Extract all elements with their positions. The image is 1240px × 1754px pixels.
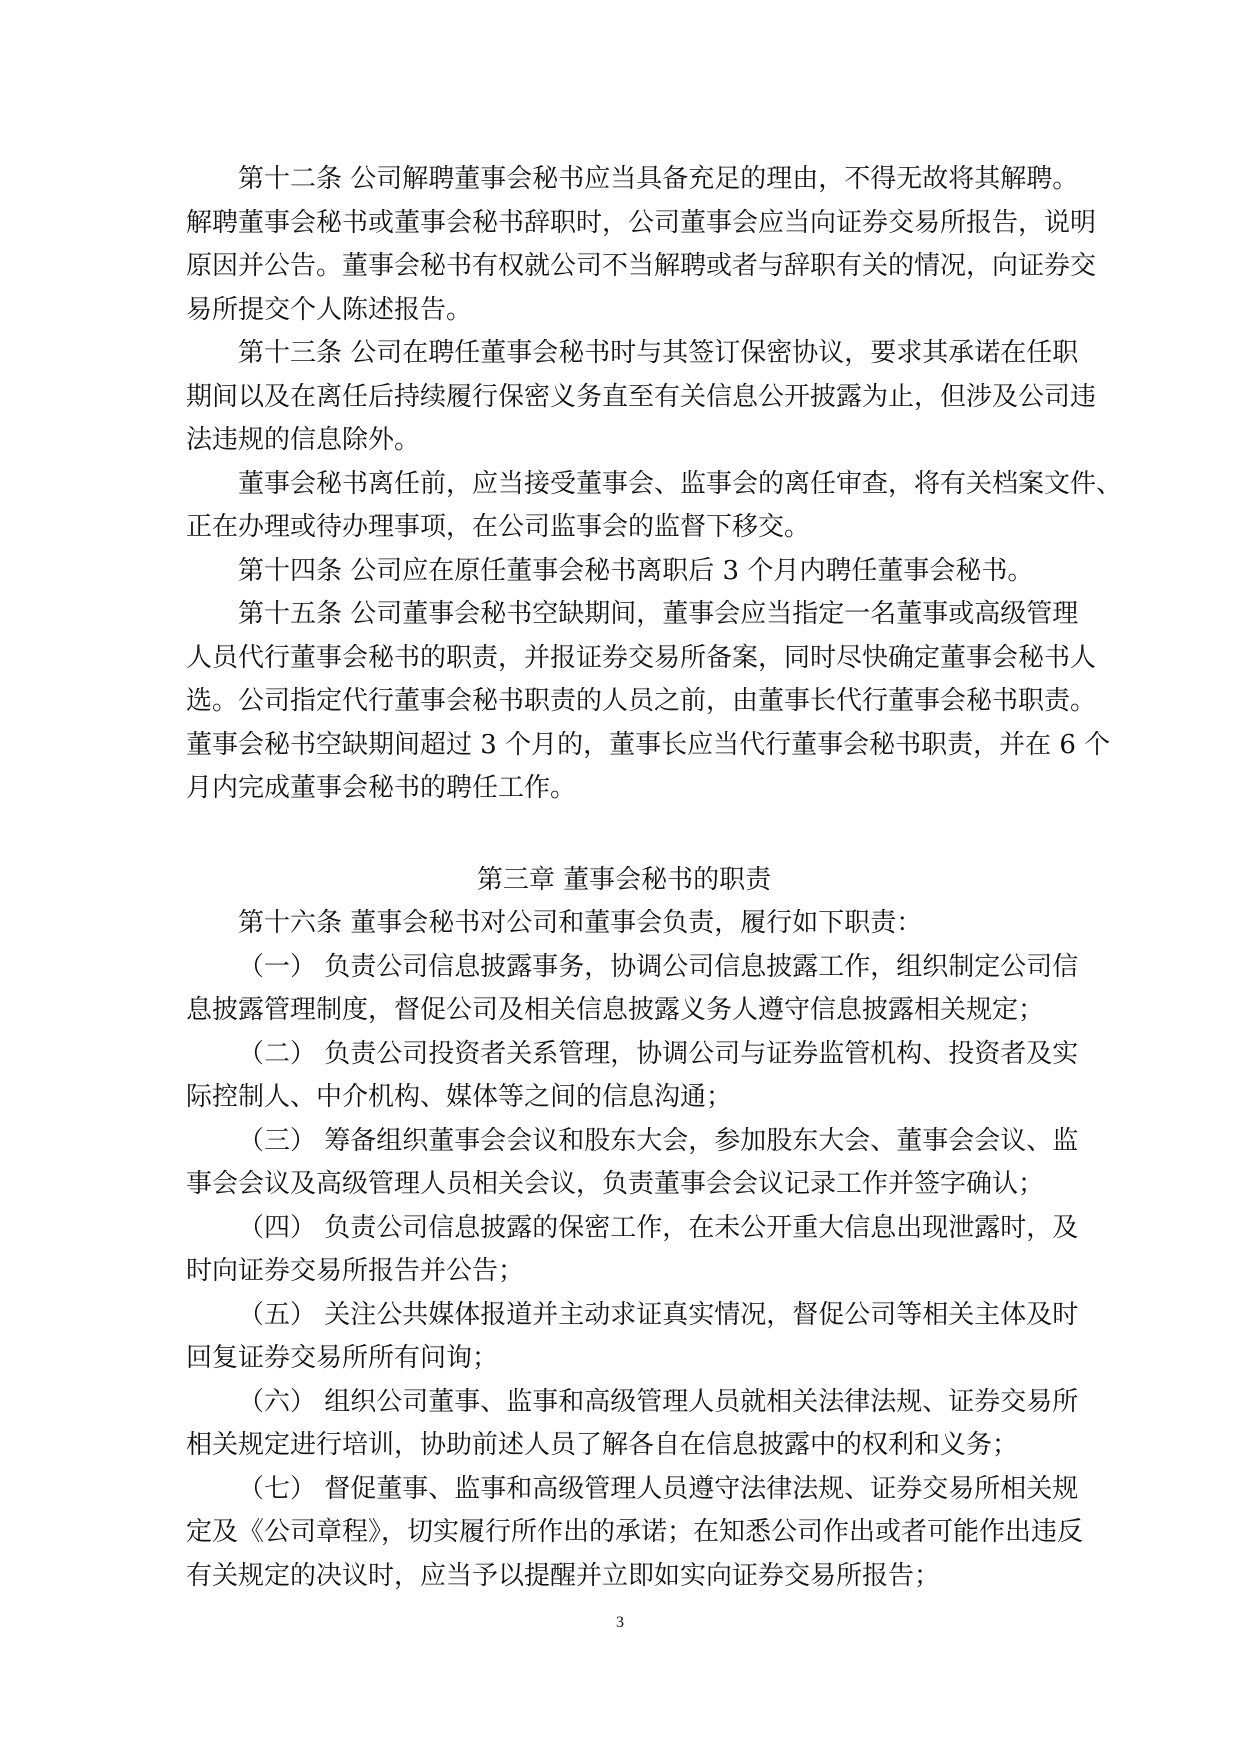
article-15: [186, 593, 1111, 811]
duty-line: （四） 负责公司信息披露的保密工作，在未公开重大信息出现泄露时，及: [238, 1212, 1079, 1243]
article-15-line: 人员代行董事会秘书的职责，并报证券交易所备案，同时尽快确定董事会秘书人: [186, 642, 1097, 673]
duty-line: （六） 组织公司董事、监事和高级管理人员就相关法律法规、证券交易所: [238, 1386, 1079, 1417]
article-13-p2-line: 董事会秘书离任前，应当接受董事会、监事会的离任审查，将有关档案文件、: [238, 468, 1123, 499]
article-12-line: 易所提交个人陈述报告。: [186, 294, 473, 325]
article-14: [186, 550, 1062, 594]
article-16-intro: 第十六条 董事会秘书对公司和董事会负责，履行如下职责：: [238, 908, 923, 938]
duty-line: 相关规定进行培训，协助前述人员了解各自在信息披露中的权利和义务；: [186, 1430, 1019, 1460]
article-12-line: 原因并公告。董事会秘书有权就公司不当解聘或者与辞职有关的情况，向证券交: [186, 251, 1097, 281]
duty-line: 际控制人、中介机构、媒体等之间的信息沟通；: [186, 1082, 733, 1112]
duty-item-3: [186, 1120, 1079, 1207]
duty-line: 时向证券交易所报告并公告；: [186, 1256, 525, 1286]
article-15-line: 董事会秘书空缺期间超过 3 个月的，董事长应当代行董事会秘书职责，并在 6 个: [186, 729, 1111, 760]
article-12-line: 第十二条 公司解聘董事会秘书应当具备充足的理由，不得无故将其解聘。: [238, 164, 1079, 194]
duty-item-5: [186, 1294, 1079, 1381]
page-content: [186, 158, 1123, 1598]
duty-line: （三） 筹备组织董事会会议和股东大会，参加股东大会、董事会会议、监: [238, 1125, 1079, 1156]
article-13-line: 法违规的信息除外。: [186, 425, 421, 455]
article-13-paragraph-2: [186, 463, 1123, 550]
page-number: 3: [616, 1614, 624, 1631]
article-15-line: 月内完成董事会秘书的聘任工作。: [186, 773, 577, 803]
article-12: [186, 158, 1097, 332]
article-12-line: 解聘董事会秘书或董事会秘书辞职时，公司董事会应当向证券交易所报告，说明: [186, 207, 1097, 238]
duty-line: 有关规定的决议时，应当予以提醒并立即如实向证券交易所报告；: [186, 1560, 941, 1591]
duty-line: （七） 督促董事、监事和高级管理人员遵守法律法规、证券交易所相关规: [238, 1473, 1079, 1504]
article-13: [186, 332, 1097, 463]
article-13-line: 期间以及在离任后持续履行保密义务直至有关信息公开披露为止，但涉及公司违: [186, 381, 1097, 412]
duty-item-7: [186, 1468, 1084, 1599]
duty-line: 事会会议及高级管理人员相关会议，负责董事会会议记录工作并签字确认；: [186, 1169, 1045, 1199]
chapter-3-title: 第三章 董事会秘书的职责: [476, 864, 772, 895]
duty-line: （二） 负责公司投资者关系管理，协调公司与证券监管机构、投资者及实: [238, 1038, 1079, 1069]
duty-item-6: [186, 1381, 1079, 1468]
article-13-p2-line: 正在办理或待办理事项，在公司监事会的监督下移交。: [186, 512, 811, 542]
duty-item-4: [186, 1207, 1079, 1294]
duties-list: [186, 946, 1084, 1599]
article-13-line: 第十三条 公司在聘任董事会秘书时与其签订保密协议，要求其承诺在任职: [238, 338, 1079, 368]
duty-line: （一） 负责公司信息披露事务，协调公司信息披露工作，组织制定公司信: [238, 951, 1079, 982]
duty-line: 回复证券交易所所有问询；: [186, 1343, 499, 1373]
duty-item-1: [186, 946, 1079, 1033]
duty-line: 定及《公司章程》，切实履行所作出的承诺；在知悉公司作出或者可能作出违反: [186, 1517, 1084, 1547]
duty-item-2: [186, 1033, 1079, 1120]
duty-line: 息披露管理制度，督促公司及相关信息披露义务人遵守信息披露相关规定；: [186, 995, 1045, 1025]
article-15-line: 选。公司指定代行董事会秘书职责的人员之前，由董事长代行董事会秘书职责。: [186, 686, 1097, 716]
duty-line: （五） 关注公共媒体报道并主动求证真实情况，督促公司等相关主体及时: [238, 1299, 1079, 1330]
article-14-line: 第十四条 公司应在原任董事会秘书离职后 3 个月内聘任董事会秘书。: [238, 555, 1034, 586]
article-15-line: 第十五条 公司董事会秘书空缺期间，董事会应当指定一名董事或高级管理: [238, 599, 1079, 629]
